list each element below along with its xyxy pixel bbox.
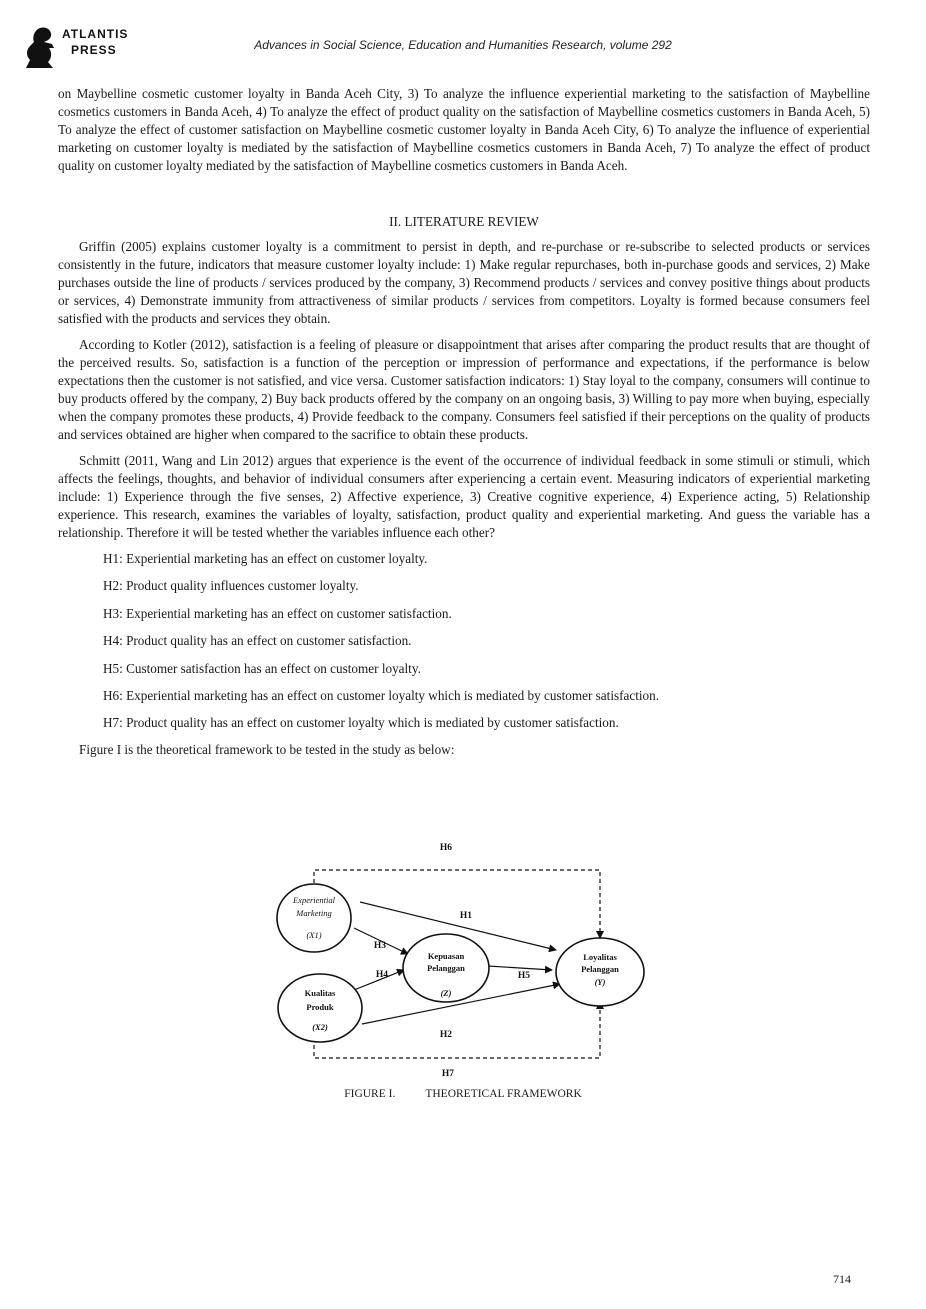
paragraph-loyalty: Griffin (2005) explains customer loyalty is a commitment to persist in depth, and re-purchase or re-subscribe to selected products or services consistently in the future, indicators that measure customer loyalty include: 1) Make regular repurchases, both in-purchase goods and services, 2) Make purchases outside the line of products / services produced by the company, 3) Recommend products / services and convey positive things about products or services, 4) Demonstrate immunity from attractiveness of similar products / services from competitors. Loyalty is formed because consumers feel satisfied with the products and services they obtain.	[58, 239, 870, 326]
section-heading: II. LITERATURE REVIEW	[389, 214, 539, 229]
framework-diagram	[270, 838, 619, 1084]
label-h7: H7	[441, 1069, 455, 1079]
label-h2: H2	[439, 1030, 453, 1040]
figure-intro: Figure I is the theoretical framework to be tested in the study as below:	[79, 741, 455, 757]
node-product-quality	[278, 974, 362, 1042]
node-customer-satisfaction	[403, 934, 489, 1002]
hypothesis-h3: H3: Experiential marketing has an effect on customer satisfaction.	[103, 605, 452, 621]
hypothesis-h6: H6: Experiential marketing has an effect on customer loyalty which is mediated by customer satisfaction.	[103, 687, 660, 703]
node-y-code: (Y)	[594, 977, 606, 987]
page-number: 714	[833, 1272, 851, 1286]
label-h6: H6	[439, 843, 453, 853]
node-y-label-2: Pelanggan	[581, 964, 619, 974]
node-x1-label-2: Marketing	[296, 908, 332, 918]
node-experiential-marketing	[277, 884, 351, 952]
page-body	[58, 85, 870, 759]
label-h4: H4	[375, 970, 389, 980]
publisher-name-line2: PRESS	[71, 43, 117, 57]
hypothesis-h2: H2: Product quality influences customer loyalty.	[103, 578, 359, 594]
node-x2-label-1: Kualitas	[304, 988, 336, 998]
node-x1-code: (X1)	[306, 930, 322, 940]
hypothesis-h7: H7: Product quality has an effect on customer loyalty which is mediated by customer satisfaction.	[103, 715, 619, 731]
paragraph-experience: Schmitt (2011, Wang and Lin 2012) argues that experience is the event of the occurrence of individual feedback in some stimuli or stimuli, which affects the feelings, thoughts, and behavior of individual consumers after experiencing a certain event. Measuring indicators of experiential marketing include: 1) Experience through the five senses, 2) Affective experience, 3) Creative cognitive experience, 4) Experience acting, 5) Relationship experience. This research, examines the variables of loyalty, satisfaction, product quality and experiential marketing. And guess the variable has a relationship. Therefore it will be tested whether the variables influence each other?	[58, 453, 870, 540]
label-h3: H3	[373, 941, 387, 951]
intro-paragraph: on Maybelline cosmetic customer loyalty in Banda Aceh City, 3) To analyze the influence experiential marketing to the satisfaction of Maybelline cosmetics customers in Banda Aceh, 4) To analyze the effect of product quality on the satisfaction of Maybelline cosmetics customers in Banda Aceh, 5) To analyze the effect of customer satisfaction on Maybelline cosmetic customer loyalty in Banda Aceh City, 6) To analyze the influence of experiential marketing on customer loyalty is mediated by the satisfaction of Maybelline cosmetics customers in Banda Aceh, 7) To analyze the effect of product quality on customer loyalty mediated by the satisfaction of Maybelline cosmetics customers in Banda Aceh.	[58, 86, 870, 173]
label-h5: H5	[517, 971, 531, 981]
node-customer-loyalty	[556, 938, 644, 1006]
hypotheses-list	[58, 550, 870, 732]
node-x2-code: (X2)	[312, 1022, 328, 1032]
running-head: Advances in Social Science, Education and Humanities Research, volume 292	[254, 38, 672, 52]
hypothesis-h1: H1: Experiential marketing has an effect on customer loyalty.	[103, 551, 428, 566]
node-y-label-1: Loyalitas	[583, 952, 617, 962]
path-h6-dashed	[314, 870, 600, 938]
theoretical-framework-figure	[270, 838, 619, 1084]
node-x1-label-1: Experiential	[292, 895, 336, 905]
node-z-label-2: Pelanggan	[427, 963, 465, 973]
figure-caption-title: THEORETICAL FRAMEWORK	[425, 1088, 582, 1100]
figure-caption	[0, 1088, 926, 1100]
hypothesis-h5: H5: Customer satisfaction has an effect on customer loyalty.	[103, 660, 421, 676]
paragraph-satisfaction: According to Kotler (2012), satisfaction is a feeling of pleasure or disappointment that arises after comparing the product results that are thought of the perceived results. So, satisfaction is a function of the perception or impression of performance and expectations, if the performance is below expectations then the customer is not satisfied, and vice versa. Customer satisfaction indicators: 1) Stay loyal to the company, consumers will continue to buy products offered by the company, 2) Buy back products offered by the company on an ongoing basis, 3) Willing to pay more when buying, especially when the company promotes these products, 4) Provide feedback to the company. Consumers feel satisfied if their perceptions on the quality of products and services obtained are higher when compared to the sacrifice to obtain these products.	[58, 337, 870, 442]
hypothesis-h4: H4: Product quality has an effect on customer satisfaction.	[103, 633, 412, 649]
path-h5	[488, 966, 552, 970]
node-x2-label-2: Produk	[306, 1002, 334, 1012]
node-z-code: (Z)	[440, 988, 452, 998]
node-z-label-1: Kepuasan	[427, 951, 465, 961]
figure-caption-label: FIGURE I.	[344, 1088, 396, 1100]
publisher-name-line1: ATLANTIS	[62, 27, 129, 41]
label-h1: H1	[459, 911, 473, 921]
